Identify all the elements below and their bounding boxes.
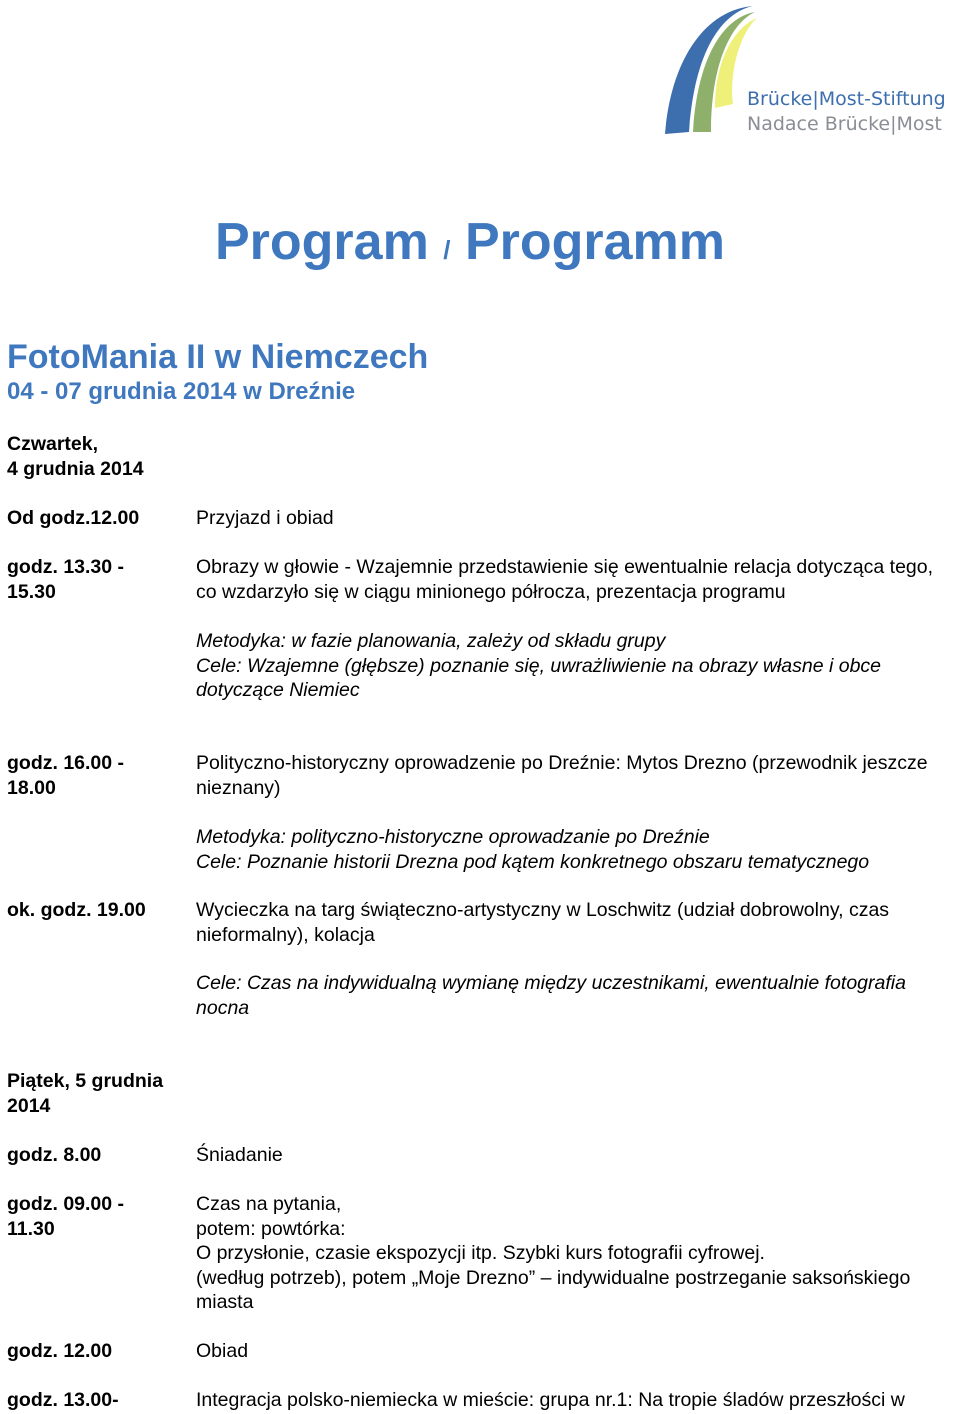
schedule-time — [7, 555, 124, 604]
time-line: godz. 09.00 - — [7, 1193, 125, 1215]
day-heading-line: Czwartek, — [7, 433, 99, 455]
day-heading-thursday — [7, 432, 144, 481]
event-dates: 04 - 07 grudnia 2014 w Dreźnie — [7, 378, 356, 405]
schedule-description: Śniadanie — [196, 1144, 283, 1166]
description-line: nieznany) — [196, 776, 281, 799]
schedule-time — [7, 751, 124, 800]
description-line: Obrazy w głowie - Wzajemnie przedstawienie się ewentualnie relacja dotycząca tego, — [196, 556, 934, 578]
schedule-description — [196, 1192, 910, 1315]
logo-text-line1: Brücke|Most-Stiftung — [747, 88, 946, 110]
schedule-description: Obiad — [196, 1340, 249, 1362]
time-line: 18.00 — [7, 776, 56, 799]
note-line: Cele: Czas na indywidualną wymianę między uczestnikami, ewentualnie fotografia — [196, 972, 906, 994]
time-line: godz. 13.30 - — [7, 556, 125, 578]
schedule-description: Integracja polsko-niemiecka w mieście: grupa nr.1: Na tropie śladów przeszłości w — [196, 1389, 905, 1411]
page-title — [0, 212, 940, 272]
title-separator: / — [443, 235, 451, 265]
note-line: Cele: Wzajemne (głębsze) poznanie się, uwrażliwienie na obrazy własne i obce — [196, 654, 882, 677]
schedule-note — [196, 971, 906, 1020]
event-title: FotoMania II w Niemczech — [7, 338, 429, 376]
note-line: dotyczące Niemiec — [196, 679, 360, 701]
description-line: Wycieczka na targ świąteczno-artystyczny w Loschwitz (udział dobrowolny, czas — [196, 899, 890, 921]
foundation-logo — [655, 0, 945, 140]
description-line: Polityczno-historyczny oprowadzenie po Dreźnie: Mytos Drezno (przewodnik jeszcze — [196, 752, 928, 774]
schedule-time: ok. godz. 19.00 — [7, 899, 146, 921]
schedule-time: godz. 8.00 — [7, 1144, 102, 1166]
logo-text-line2: Nadace Brücke|Most — [747, 113, 942, 135]
description-line: Czas na pytania, — [196, 1193, 342, 1215]
time-line: 15.30 — [7, 580, 56, 603]
note-line: nocna — [196, 996, 250, 1019]
schedule-description — [196, 898, 889, 947]
note-line: Cele: Poznanie historii Drezna pod kątem konkretnego obszaru tematycznego — [196, 850, 870, 873]
title-german: Programm — [464, 213, 726, 271]
day-heading-friday — [7, 1069, 163, 1118]
description-line: potem: powtórka: — [196, 1217, 346, 1240]
schedule-note — [196, 629, 881, 703]
description-line: miasta — [196, 1291, 254, 1313]
note-line: Metodyka: w fazie planowania, zależy od składu grupy — [196, 630, 666, 652]
schedule-time — [7, 1192, 124, 1241]
description-line: nieformalny), kolacja — [196, 923, 375, 946]
title-polish: Program — [214, 213, 429, 271]
description-line: O przysłonie, czasie ekspozycji itp. Szybki kurs fotografii cyfrowej. — [196, 1242, 765, 1264]
schedule-time: Od godz.12.00 — [7, 507, 140, 529]
schedule-description: Przyjazd i obiad — [196, 507, 334, 529]
day-heading-line: 2014 — [7, 1094, 51, 1117]
schedule-note — [196, 825, 869, 874]
schedule-time: godz. 12.00 — [7, 1340, 113, 1362]
schedule-time: godz. 13.00- — [7, 1389, 119, 1411]
day-heading-line: 4 grudnia 2014 — [7, 457, 144, 480]
schedule-description — [196, 555, 933, 604]
description-line: (według potrzeb), potem „Moje Drezno” – indywidualne postrzeganie saksońskiego — [196, 1266, 911, 1289]
schedule-description — [196, 751, 928, 800]
description-line: co wzdarzyło się w ciągu minionego półrocza, prezentacja programu — [196, 580, 786, 603]
time-line: godz. 16.00 - — [7, 752, 125, 774]
note-line: Metodyka: polityczno-historyczne oprowadzanie po Dreźnie — [196, 826, 710, 848]
day-heading-line: Piątek, 5 grudnia — [7, 1070, 164, 1092]
time-line: 11.30 — [7, 1217, 55, 1240]
